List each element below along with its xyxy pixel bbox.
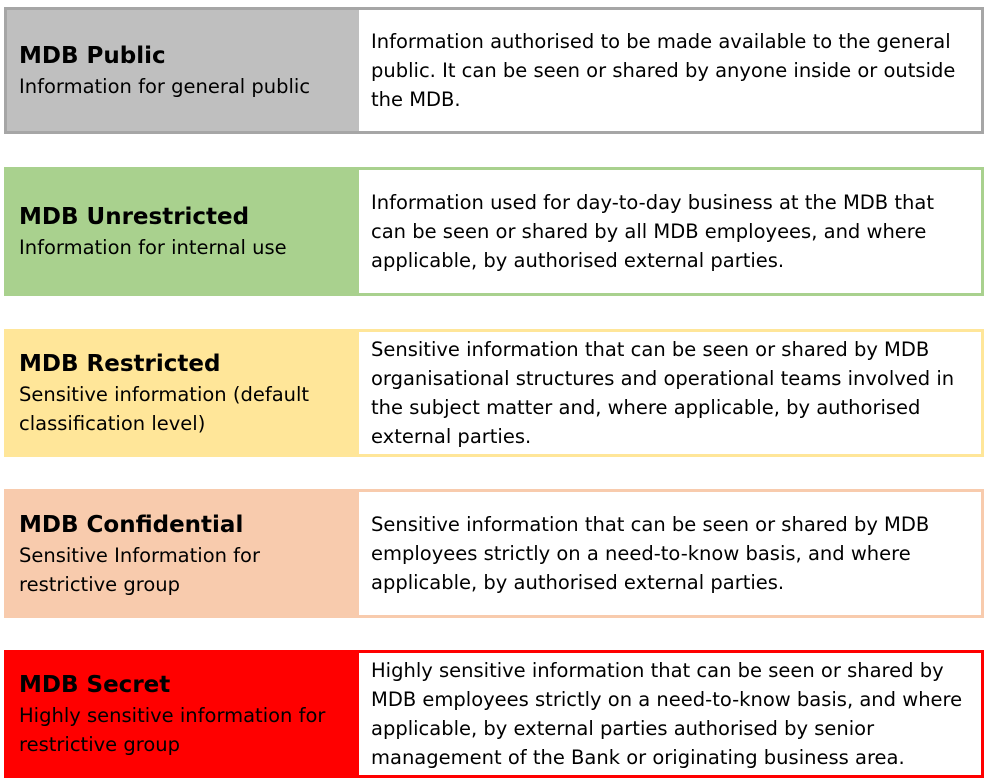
classification-subtitle: Sensitive information (default classification level) bbox=[19, 383, 310, 435]
classification-title: MDB Secret bbox=[19, 672, 171, 698]
classification-description: Information used for day-to-day business at the MDB that can be seen or shared by all MDB employees, and where applicable, by authorised external parties. bbox=[371, 191, 934, 272]
classification-subtitle: Information for internal use bbox=[19, 236, 287, 259]
classification-title: MDB Unrestricted bbox=[19, 204, 250, 230]
classification-title: MDB Confidential bbox=[19, 511, 244, 538]
classification-label-cell bbox=[7, 653, 359, 775]
classification-description-cell bbox=[359, 170, 981, 293]
classification-title: MDB Restricted bbox=[19, 351, 221, 377]
classification-label-cell bbox=[7, 170, 359, 293]
row-mdb-secret bbox=[4, 650, 984, 778]
classification-label-cell bbox=[7, 332, 359, 454]
classification-description-cell bbox=[359, 10, 981, 131]
classification-description: Highly sensitive information that can be seen or shared by MDB employees strictly on a need-to-know basis, and where applicable, by external parties authorised by senior management of the Bank or originating business area. bbox=[371, 659, 963, 769]
classification-description: Sensitive information that can be seen or shared by MDB employees strictly on a need-to-know basis, and where applicable, by authorised external parties. bbox=[371, 513, 930, 594]
classification-label-cell bbox=[7, 492, 359, 615]
classification-label-cell bbox=[7, 10, 359, 131]
classification-description: Information authorised to be made available to the general public. It can be seen or shared by anyone inside or outside the MDB. bbox=[371, 30, 956, 111]
classification-subtitle: Highly sensitive information for restrictive group bbox=[19, 704, 326, 756]
row-mdb-public bbox=[4, 7, 984, 134]
classification-subtitle: Sensitive Information for restrictive group bbox=[19, 543, 260, 596]
classification-description-cell bbox=[359, 492, 981, 615]
row-mdb-unrestricted bbox=[4, 167, 984, 296]
classification-description-cell bbox=[359, 653, 981, 775]
classification-description: Sensitive information that can be seen or shared by MDB organisational structures and operational teams involved in the subject matter and, where applicable, by authorised external parties. bbox=[371, 338, 955, 448]
classification-subtitle: Information for general public bbox=[19, 75, 311, 98]
row-mdb-confidential bbox=[4, 489, 984, 618]
classification-title: MDB Public bbox=[19, 43, 166, 69]
classification-description-cell bbox=[359, 332, 981, 454]
row-mdb-restricted bbox=[4, 329, 984, 457]
